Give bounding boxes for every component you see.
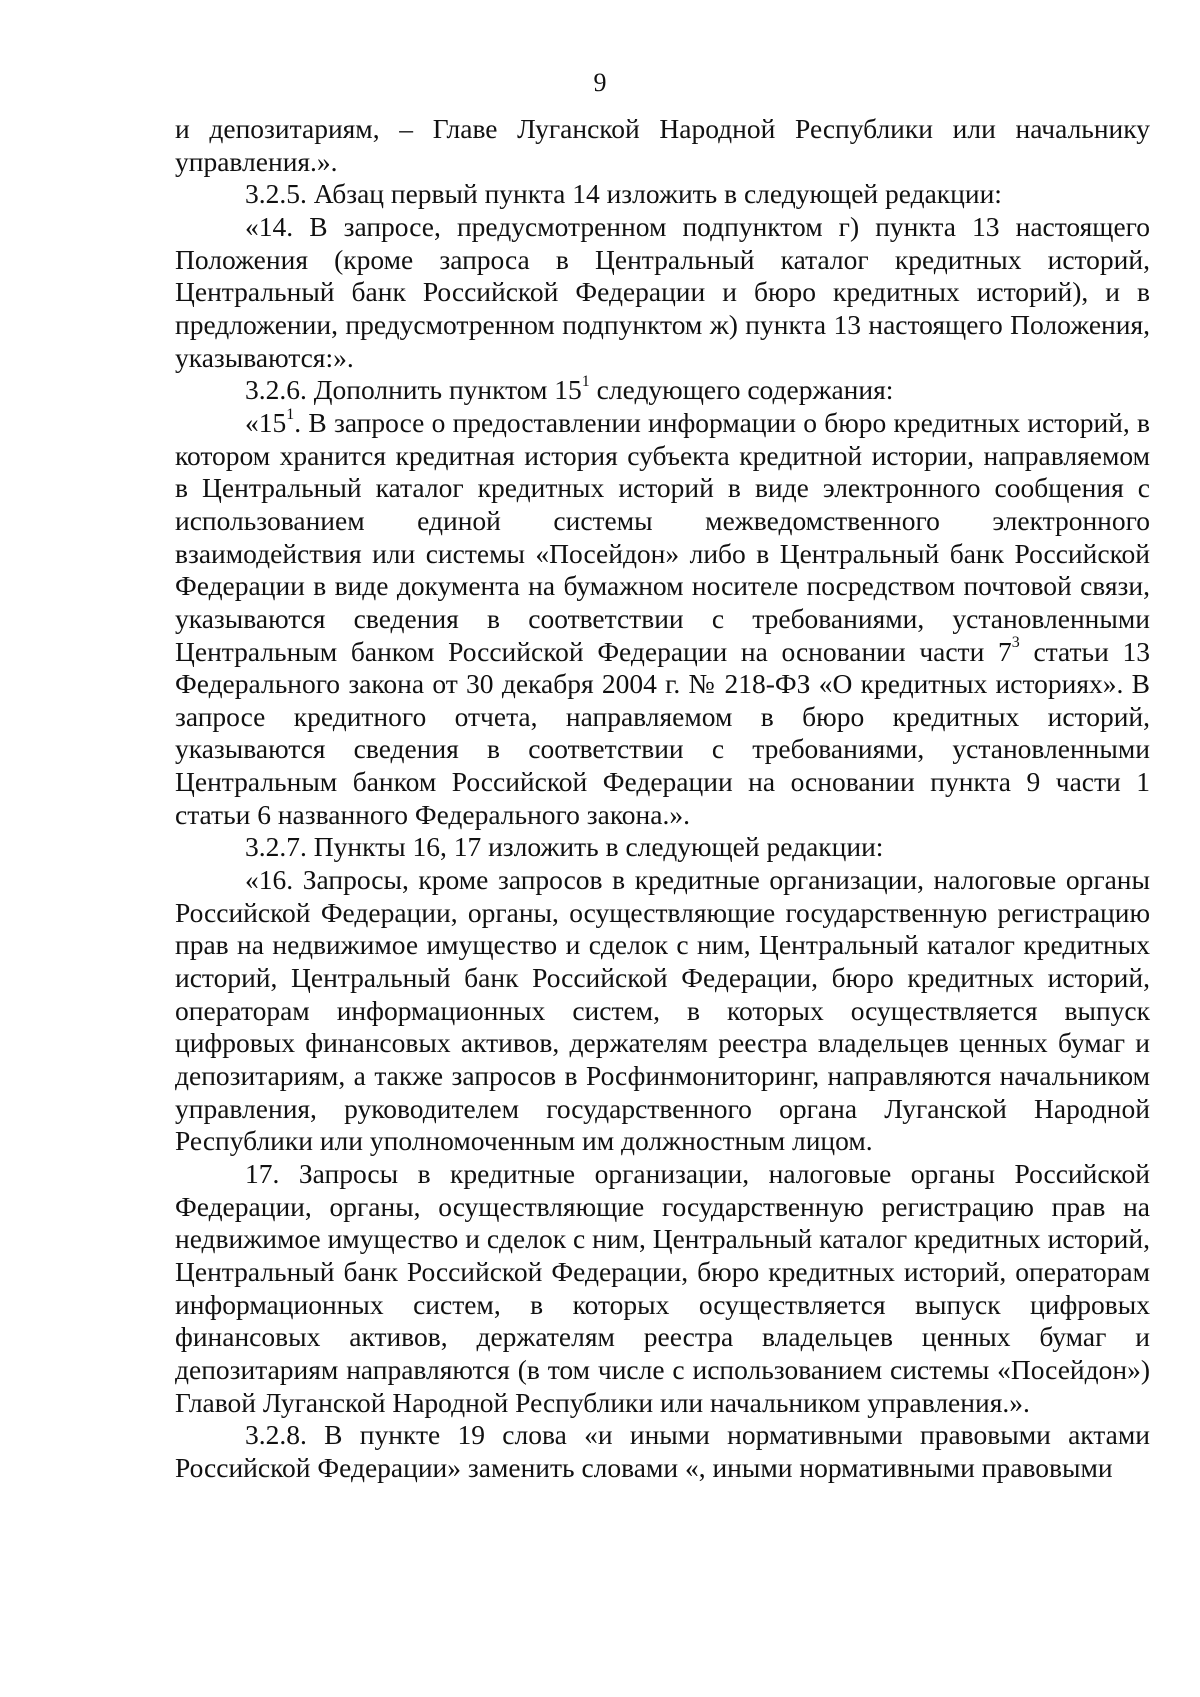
paragraph-3-2-6-text-start: 3.2.6. Дополнить пунктом 15 — [245, 374, 582, 406]
item-15-1-label: «15 — [245, 406, 287, 438]
paragraph-3-2-6 — [175, 374, 1150, 407]
item-15-1-text-part-1: . В запросе о предоставлении информации о бюро кредитных историй, в котором хранится кредитная история субъекта кредитной истории, направляемом в Центральный каталог кредитных историй в виде электронного сообщения с использованием единой системы межведомственного электронного взаимодействия или системы «Посейдон» либо в Центральный банк Российской Федерации в виде документа на бумажном носителе посредством почтовой связи, указываются сведения в соответствии с требованиями, установленными Центральным банком Российской Федерации на основании части 7 — [175, 406, 1150, 667]
paragraph-item-16: «16. Запросы, кроме запросов в кредитные организации, налоговые органы Российской Федерации, органы, осуществляющие государственную регистрацию прав на недвижимое имущество и сделок с ним, Центральный каталог кредитных историй, Центральный банк Российской Федерации, бюро кредитных историй, операторам информационных систем, в которых осуществляется выпуск цифровых финансовых активов, держателям реестра владельцев ценных бумаг и депозитариям, а также запросов в Росфинмониторинг, направляются начальником управления, руководителем государственного органа Луганской Народной Республики или уполномоченным им должностным лицом. — [175, 864, 1150, 1157]
superscript-index: 1 — [581, 373, 590, 391]
superscript-index: 3 — [1011, 634, 1020, 652]
paragraph-3-2-5: 3.2.5. Абзац первый пункта 14 изложить в следующей редакции: — [245, 178, 1002, 210]
paragraph-item-15-1 — [175, 407, 1150, 832]
paragraph-item-14: «14. В запросе, предусмотренном подпунктом г) пункта 13 настоящего Положения (кроме запроса в Центральный каталог кредитных историй, Центральный банк Российской Федерации и бюро кредитных историй), и в предложении, предусмотренном подпунктом ж) пункта 13 настоящего Положения, указываются:». — [175, 210, 1150, 373]
page-number: 9 — [593, 68, 607, 97]
paragraph-continuation: и депозитариям, – Главе Луганской Народной Республики или начальнику управления.». — [175, 113, 1150, 177]
superscript-index: 1 — [286, 405, 295, 423]
item-15-1-text-part-2: статьи 13 Федерального закона от 30 декабря 2004 г. № 218-ФЗ «О кредитных историях». В запросе кредитного отчета, направляемом в бюро кредитных историй, указываются сведения в соответствии с требованиями, установленными Центральным банком Российской Федерации на основании пункта 9 части 1 статьи 6 названного Федерального закона.». — [175, 635, 1150, 830]
paragraph-3-2-6-text-end: следующего содержания: — [589, 374, 894, 406]
document-body — [175, 113, 1150, 1485]
paragraph-3-2-7: 3.2.7. Пункты 16, 17 изложить в следующей редакции: — [245, 831, 884, 863]
paragraph-item-17: 17. Запросы в кредитные организации, налоговые органы Российской Федерации, органы, осуществляющие государственную регистрацию прав на недвижимое имущество и сделок с ним, Центральный каталог кредитных историй, Центральный банк Российской Федерации, бюро кредитных историй, операторам информационных систем, в которых осуществляется выпуск цифровых финансовых активов, держателям реестра владельцев ценных бумаг и депозитариям направляются (в том числе с использованием системы «Посейдон») Главой Луганской Народной Республики или начальником управления.». — [175, 1158, 1150, 1418]
paragraph-3-2-8: 3.2.8. В пункте 19 слова «и иными нормативными правовыми актами Российской Федерации» заменить словами «, иными нормативными правовыми — [175, 1419, 1150, 1483]
